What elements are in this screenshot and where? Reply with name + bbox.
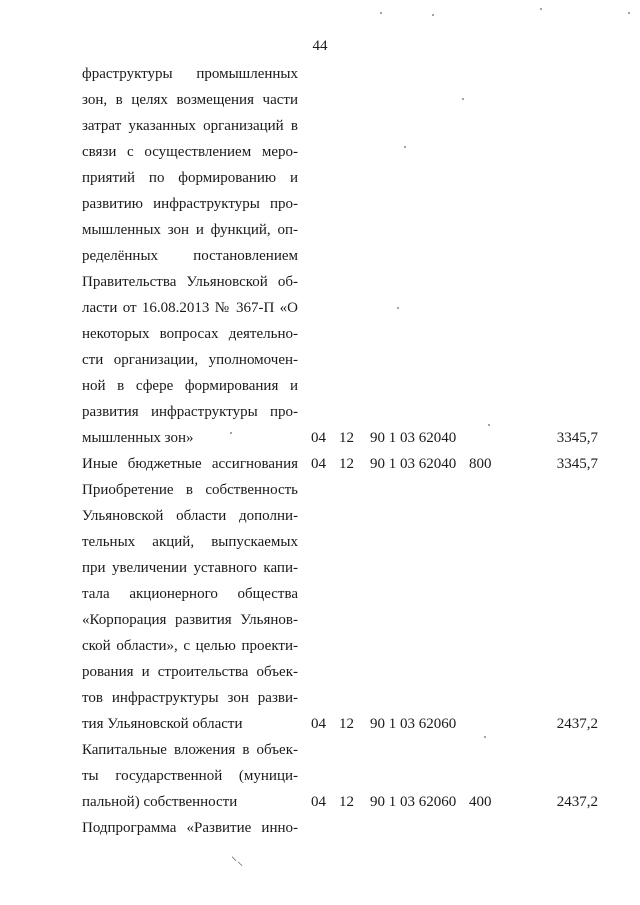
- text-line: Капитальные вложения в объек-: [82, 742, 298, 758]
- text-line: фраструктуры промышленных: [82, 66, 298, 82]
- text-line: Приобретение в собственность: [82, 482, 298, 498]
- text-line: некоторых вопросах деятельно-: [82, 326, 298, 342]
- scan-mark: ⸌⸜: [231, 854, 244, 868]
- text-line: при увеличении уставного капи-: [82, 560, 298, 576]
- scan-speck: [628, 12, 630, 14]
- scan-speck: [404, 146, 406, 148]
- text-line: мышленных зон и функций, оп-: [82, 222, 298, 238]
- text-line: приятий по формированию и: [82, 170, 298, 186]
- text-line: тов инфраструктуры зон разви-: [82, 690, 298, 706]
- target-article-code: 90 1 03 62060: [370, 716, 457, 732]
- text-line: сти организации, уполномочен-: [82, 352, 298, 368]
- text-line: развития инфраструктуры про-: [82, 404, 298, 420]
- page-number: 44: [312, 38, 328, 54]
- amount: 3345,7: [556, 430, 598, 446]
- target-article-code: 90 1 03 62040: [370, 456, 457, 472]
- text-line: мышленных зон»: [82, 430, 194, 446]
- text-line: затрат указанных организаций в: [82, 118, 298, 134]
- scan-speck: [462, 98, 464, 100]
- amount: 2437,2: [556, 716, 598, 732]
- text-line: «Корпорация развития Ульянов-: [82, 612, 298, 628]
- expense-type-code: 400: [469, 794, 492, 810]
- text-line: Иные бюджетные ассигнования: [82, 456, 298, 472]
- text-line: тельных акций, выпускаемых: [82, 534, 298, 550]
- text-line: Ульяновской области дополни-: [82, 508, 298, 524]
- text-line: Правительства Ульяновской об-: [82, 274, 298, 290]
- text-line: тала акционерного общества: [82, 586, 298, 602]
- text-line: пальной) собственности: [82, 794, 238, 810]
- text-line: ределённых постановлением: [82, 248, 298, 264]
- amount: 3345,7: [556, 456, 598, 472]
- scan-speck: [484, 736, 486, 738]
- subsection-code: 12: [339, 794, 354, 810]
- scan-speck: [380, 12, 382, 14]
- text-line: ской области», с целью проекти-: [82, 638, 298, 654]
- scan-speck: [432, 14, 434, 16]
- subsection-code: 12: [339, 456, 354, 472]
- scan-speck: [230, 432, 232, 434]
- text-line: тия Ульяновской области: [82, 716, 243, 732]
- subsection-code: 12: [339, 716, 354, 732]
- amount: 2437,2: [556, 794, 598, 810]
- section-code: 04: [311, 456, 326, 472]
- target-article-code: 90 1 03 62040: [370, 430, 457, 446]
- text-line: зон, в целях возмещения части: [82, 92, 298, 108]
- text-line: развитию инфраструктуры про-: [82, 196, 298, 212]
- text-line: связи с осуществлением меро-: [82, 144, 298, 160]
- expense-type-code: 800: [469, 456, 492, 472]
- section-code: 04: [311, 794, 326, 810]
- text-line: ты государственной (муници-: [82, 768, 298, 784]
- scan-speck: [540, 8, 542, 10]
- text-line: рования и строительства объек-: [82, 664, 298, 680]
- section-code: 04: [311, 430, 326, 446]
- scan-speck: [488, 424, 490, 426]
- section-code: 04: [311, 716, 326, 732]
- subsection-code: 12: [339, 430, 354, 446]
- target-article-code: 90 1 03 62060: [370, 794, 457, 810]
- scan-speck: [397, 307, 399, 309]
- text-line: ной в сфере формирования и: [82, 378, 298, 394]
- text-line: Подпрограмма «Развитие инно-: [82, 820, 298, 836]
- text-line: ласти от 16.08.2013 № 367-П «О: [82, 300, 298, 316]
